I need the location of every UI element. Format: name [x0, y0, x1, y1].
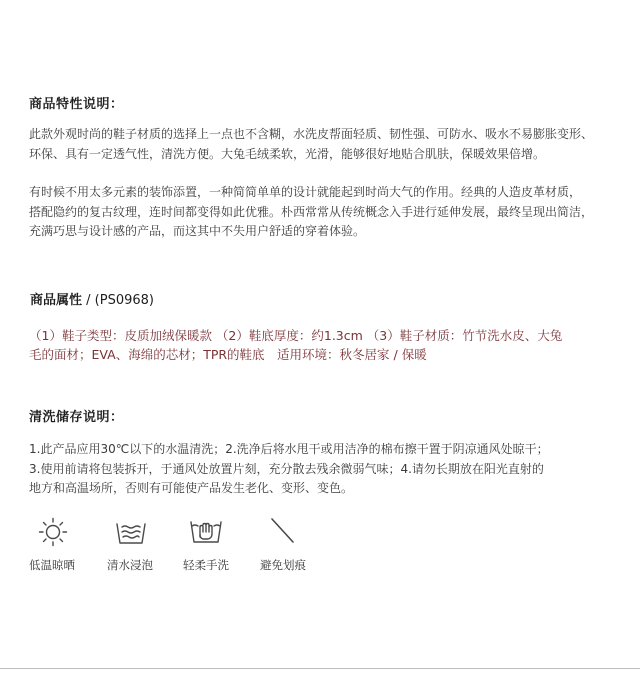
attributes-title [30, 289, 154, 308]
attributes-heading: 商品属性 [30, 293, 83, 308]
attributes-body [29, 326, 619, 364]
text-line: 有时候不用太多元素的装饰添置，一种简简单单的设计就能起到时尚大气的作用。经典的人造皮革材质， [29, 185, 582, 199]
care-title: 清洗储存说明： [29, 410, 124, 425]
care-label: 清水浸泡 [107, 558, 153, 572]
text-line: 环保、具有一定透气性，清洗方便。大兔毛绒柔软，光滑，能够很好地贴合肌肤，保暖效果倍增。 [29, 146, 546, 161]
features-paragraph-2 [29, 183, 619, 242]
scratch-line-icon [266, 515, 300, 549]
text-line: （1）鞋子类型：皮质加绒保暖款 （2）鞋底厚度：约1.3cm （3）鞋子材质：竹节洗水皮、大兔 [29, 328, 563, 343]
text-line: 充满巧思与设计感的产品，而这其中不失用户舒适的穿着体验。 [29, 224, 366, 238]
text-line: 1.此产品应用30℃以下的水温清洗；2.洗净后将水甩干或用洁净的棉布擦干置于阴凉通风处晾干； [29, 442, 549, 456]
water-basin-icon [114, 515, 148, 549]
text-line: 毛的面材；EVA、海绵的芯材；TPR的鞋底 适用环境：秋冬居家 / 保暖 [29, 347, 427, 362]
model-number: / (PS0968) [86, 293, 154, 308]
features-paragraph-1 [29, 125, 619, 164]
text-line: 搭配隐约的复古纹理，连时间都变得如此优雅。朴西常常从传统概念入手进行延伸发展，最终呈现出简洁， [29, 204, 594, 219]
text-line: 地方和高温场所，否则有可能使产品发生老化、变形、变色。 [29, 481, 354, 495]
hand-wash-icon [189, 515, 223, 549]
care-label: 避免划痕 [260, 558, 306, 572]
features-title: 商品特性说明： [29, 97, 124, 112]
care-label: 轻柔手洗 [183, 558, 229, 572]
bottom-divider [0, 668, 640, 669]
care-instructions [29, 440, 619, 499]
text-line: 此款外观时尚的鞋子材质的选择上一点也不含糊，水洗皮帮面轻质、韧性强、可防水、吸水不易膨胀变形、 [29, 127, 594, 141]
care-label: 低温晾晒 [29, 558, 75, 572]
text-line: 3.使用前请将包装拆开，于通风处放置片刻，充分散去残余微弱气味；4.请勿长期放在阳光直射的 [29, 461, 544, 476]
sun-icon [36, 515, 70, 549]
